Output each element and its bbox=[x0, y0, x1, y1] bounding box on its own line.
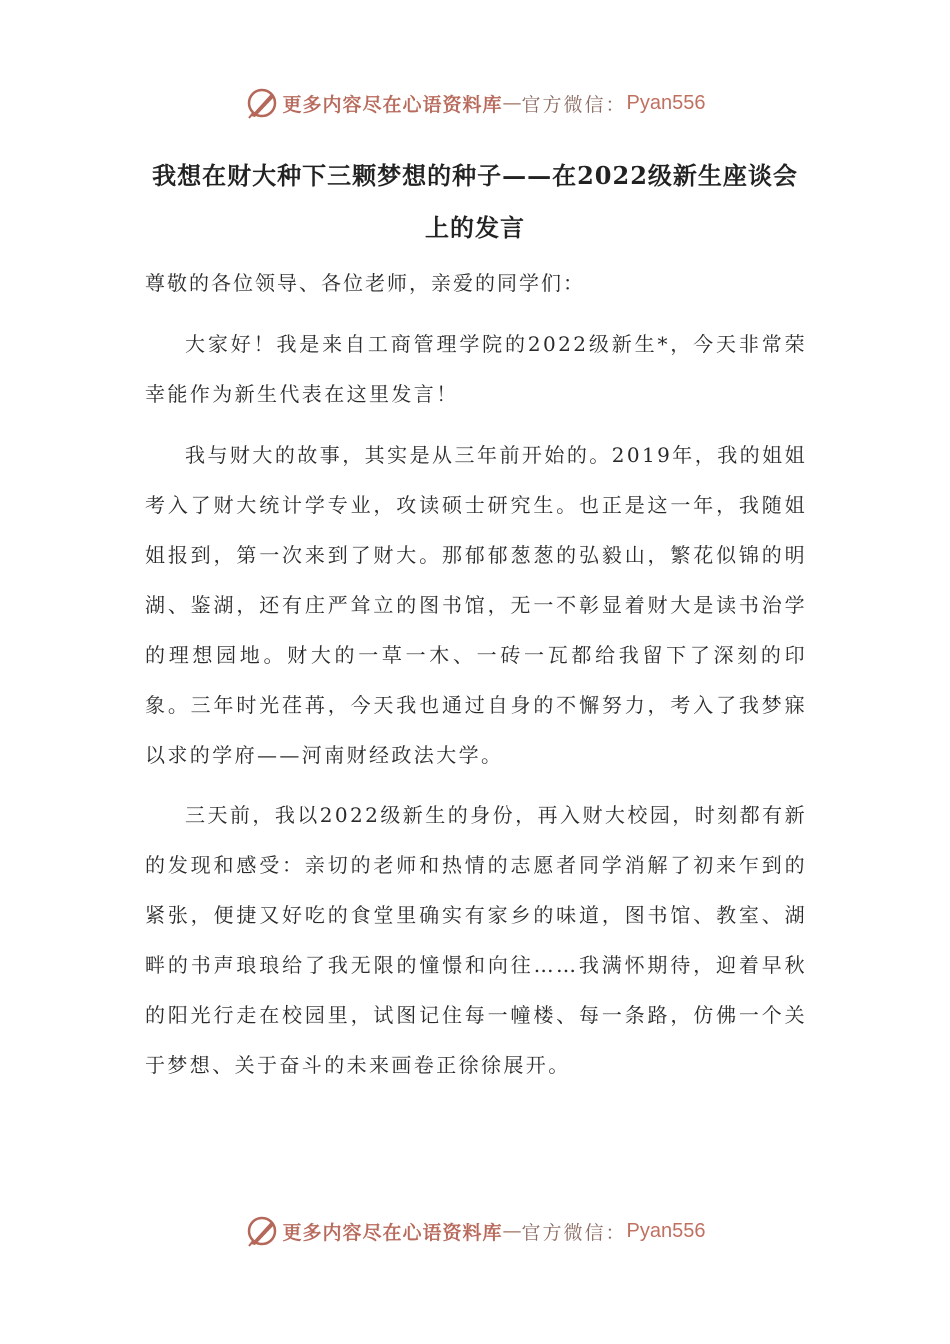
paragraph-1: 大家好！我是来自工商管理学院的2022级新生*，今天非常荣幸能作为新生代表在这里发言！ bbox=[145, 332, 807, 406]
banner-separator: — bbox=[502, 92, 522, 114]
document-title bbox=[145, 150, 805, 254]
banner-wechat-label: 官方微信： bbox=[521, 1221, 627, 1244]
banner-separator: — bbox=[502, 1220, 522, 1242]
banner-wechat-label: 官方微信： bbox=[521, 93, 627, 116]
banner-brand: 更多内容尽在心语资料库 bbox=[282, 1221, 503, 1244]
banner-wechat-id: Pyan556 bbox=[626, 1219, 706, 1242]
quill-logo-icon bbox=[245, 86, 279, 120]
footer-banner bbox=[0, 1214, 950, 1248]
salutation: 尊敬的各位领导、各位老师，亲爱的同学们： bbox=[145, 271, 585, 295]
paragraph-2: 我与财大的故事，其实是从三年前开始的。2019年，我的姐姐考入了财大统计学专业，攻读硕士研究生。也正是这一年，我随姐姐报到，第一次来到了财大。那郁郁葱葱的弘毅山，繁花似锦的明湖、鉴湖，还有庄严耸立的图书馆，无一不彰显着财大是读书治学的理想园地。财大的一草一木、一砖一瓦都给我留下了深刻的印象。三年时光荏苒，今天我也通过自身的不懈努力，考入了我梦寐以求的学府——河南财经政法大学。 bbox=[145, 443, 807, 767]
title-line-1: 我想在财大种下三颗梦想的种子——在2022级新生座谈会 bbox=[152, 161, 798, 190]
quill-logo-icon bbox=[245, 1214, 279, 1248]
paragraph-3: 三天前，我以2022级新生的身份，再入财大校园，时刻都有新的发现和感受：亲切的老师和热情的志愿者同学消解了初来乍到的紧张，便捷又好吃的食堂里确实有家乡的味道，图书馆、教室、湖畔的书声琅琅给了我无限的憧憬和向往……我满怀期待，迎着早秋的阳光行走在校园里，试图记住每一幢楼、每一条路，仿佛一个关于梦想、关于奋斗的未来画卷正徐徐展开。 bbox=[145, 803, 807, 1077]
banner-brand: 更多内容尽在心语资料库 bbox=[282, 93, 503, 116]
header-banner bbox=[0, 86, 950, 120]
banner-wechat-id: Pyan556 bbox=[626, 91, 706, 114]
title-line-2: 上的发言 bbox=[425, 213, 525, 242]
